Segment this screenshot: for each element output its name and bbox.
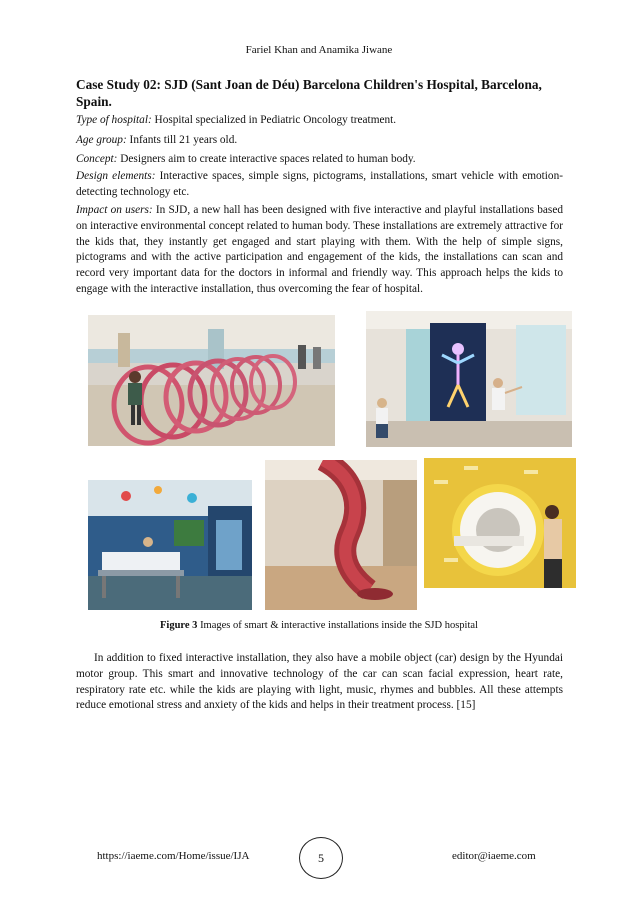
- closing-paragraph: In addition to fixed interactive installation, they also have a mobile object (car) design by the Hyundai motor group. This smart and innovative technology of the car can scan facial expression, heart rate, respiratory rate etc. while the kids are playing with light, music, rhymes and bubbles. All these attempts reduce emotional stress and anxiety of the kids and helps in their treatment process. [15]: [76, 652, 563, 712]
- design-elements-label: Design elements:: [76, 170, 156, 182]
- running-head: Fariel Khan and Anamika Jiwane: [245, 44, 393, 56]
- hospital-type-label: Type of hospital:: [76, 114, 152, 126]
- photo-scanner-room: [424, 458, 576, 588]
- age-group-label: Age group:: [76, 134, 127, 146]
- concept-value: Designers aim to create interactive spaces related to human body.: [117, 153, 416, 165]
- impact-on-users: [76, 203, 563, 298]
- concept-label: Concept:: [76, 153, 118, 165]
- hospital-type: [76, 113, 563, 129]
- photo-patient-room: [88, 480, 252, 610]
- concept: [76, 152, 563, 168]
- figure-caption-text: Images of smart & interactive installations inside the SJD hospital: [197, 620, 478, 631]
- footer-email-link[interactable]: editor@iaeme.com: [452, 850, 536, 862]
- figure-caption: [0, 620, 638, 631]
- photo-body-screen: [366, 311, 572, 447]
- footer-url-link[interactable]: https://iaeme.com/Home/issue/IJA: [97, 850, 250, 862]
- impact-label: Impact on users:: [76, 204, 153, 216]
- design-elements: [76, 169, 563, 201]
- impact-value: In SJD, a new hall has been designed with five interactive and playful installations based on interactive environmental concept related to human body. These installations are extremely attractive for the kids that, they instantly get engaged and start playing with them. With the help of simple signs, pictograms and with the active participation and engagement of the kids, the installations can scan and record very important data for the doctors in informal and friendly way. This approach helps the kids to engage with the interactive installation, thus overcoming the fear of hospital.: [76, 204, 563, 295]
- photo-red-slide: [265, 460, 417, 610]
- figure-label: Figure 3: [160, 620, 198, 631]
- age-group: [76, 133, 563, 149]
- case-study-title: Case Study 02: SJD (Sant Joan de Déu) Barcelona Children's Hospital, Barcelona, Spain.: [76, 77, 542, 109]
- page-number: 5: [318, 850, 324, 865]
- hospital-type-value: Hospital specialized in Pediatric Oncology treatment.: [151, 114, 397, 126]
- page-number-badge: [299, 837, 343, 879]
- age-group-value: Infants till 21 years old.: [126, 134, 238, 146]
- photo-ring-installation: [88, 315, 335, 446]
- design-elements-value: Interactive spaces, simple signs, pictograms, installations, smart vehicle with emotion-detecting technology etc.: [76, 170, 563, 198]
